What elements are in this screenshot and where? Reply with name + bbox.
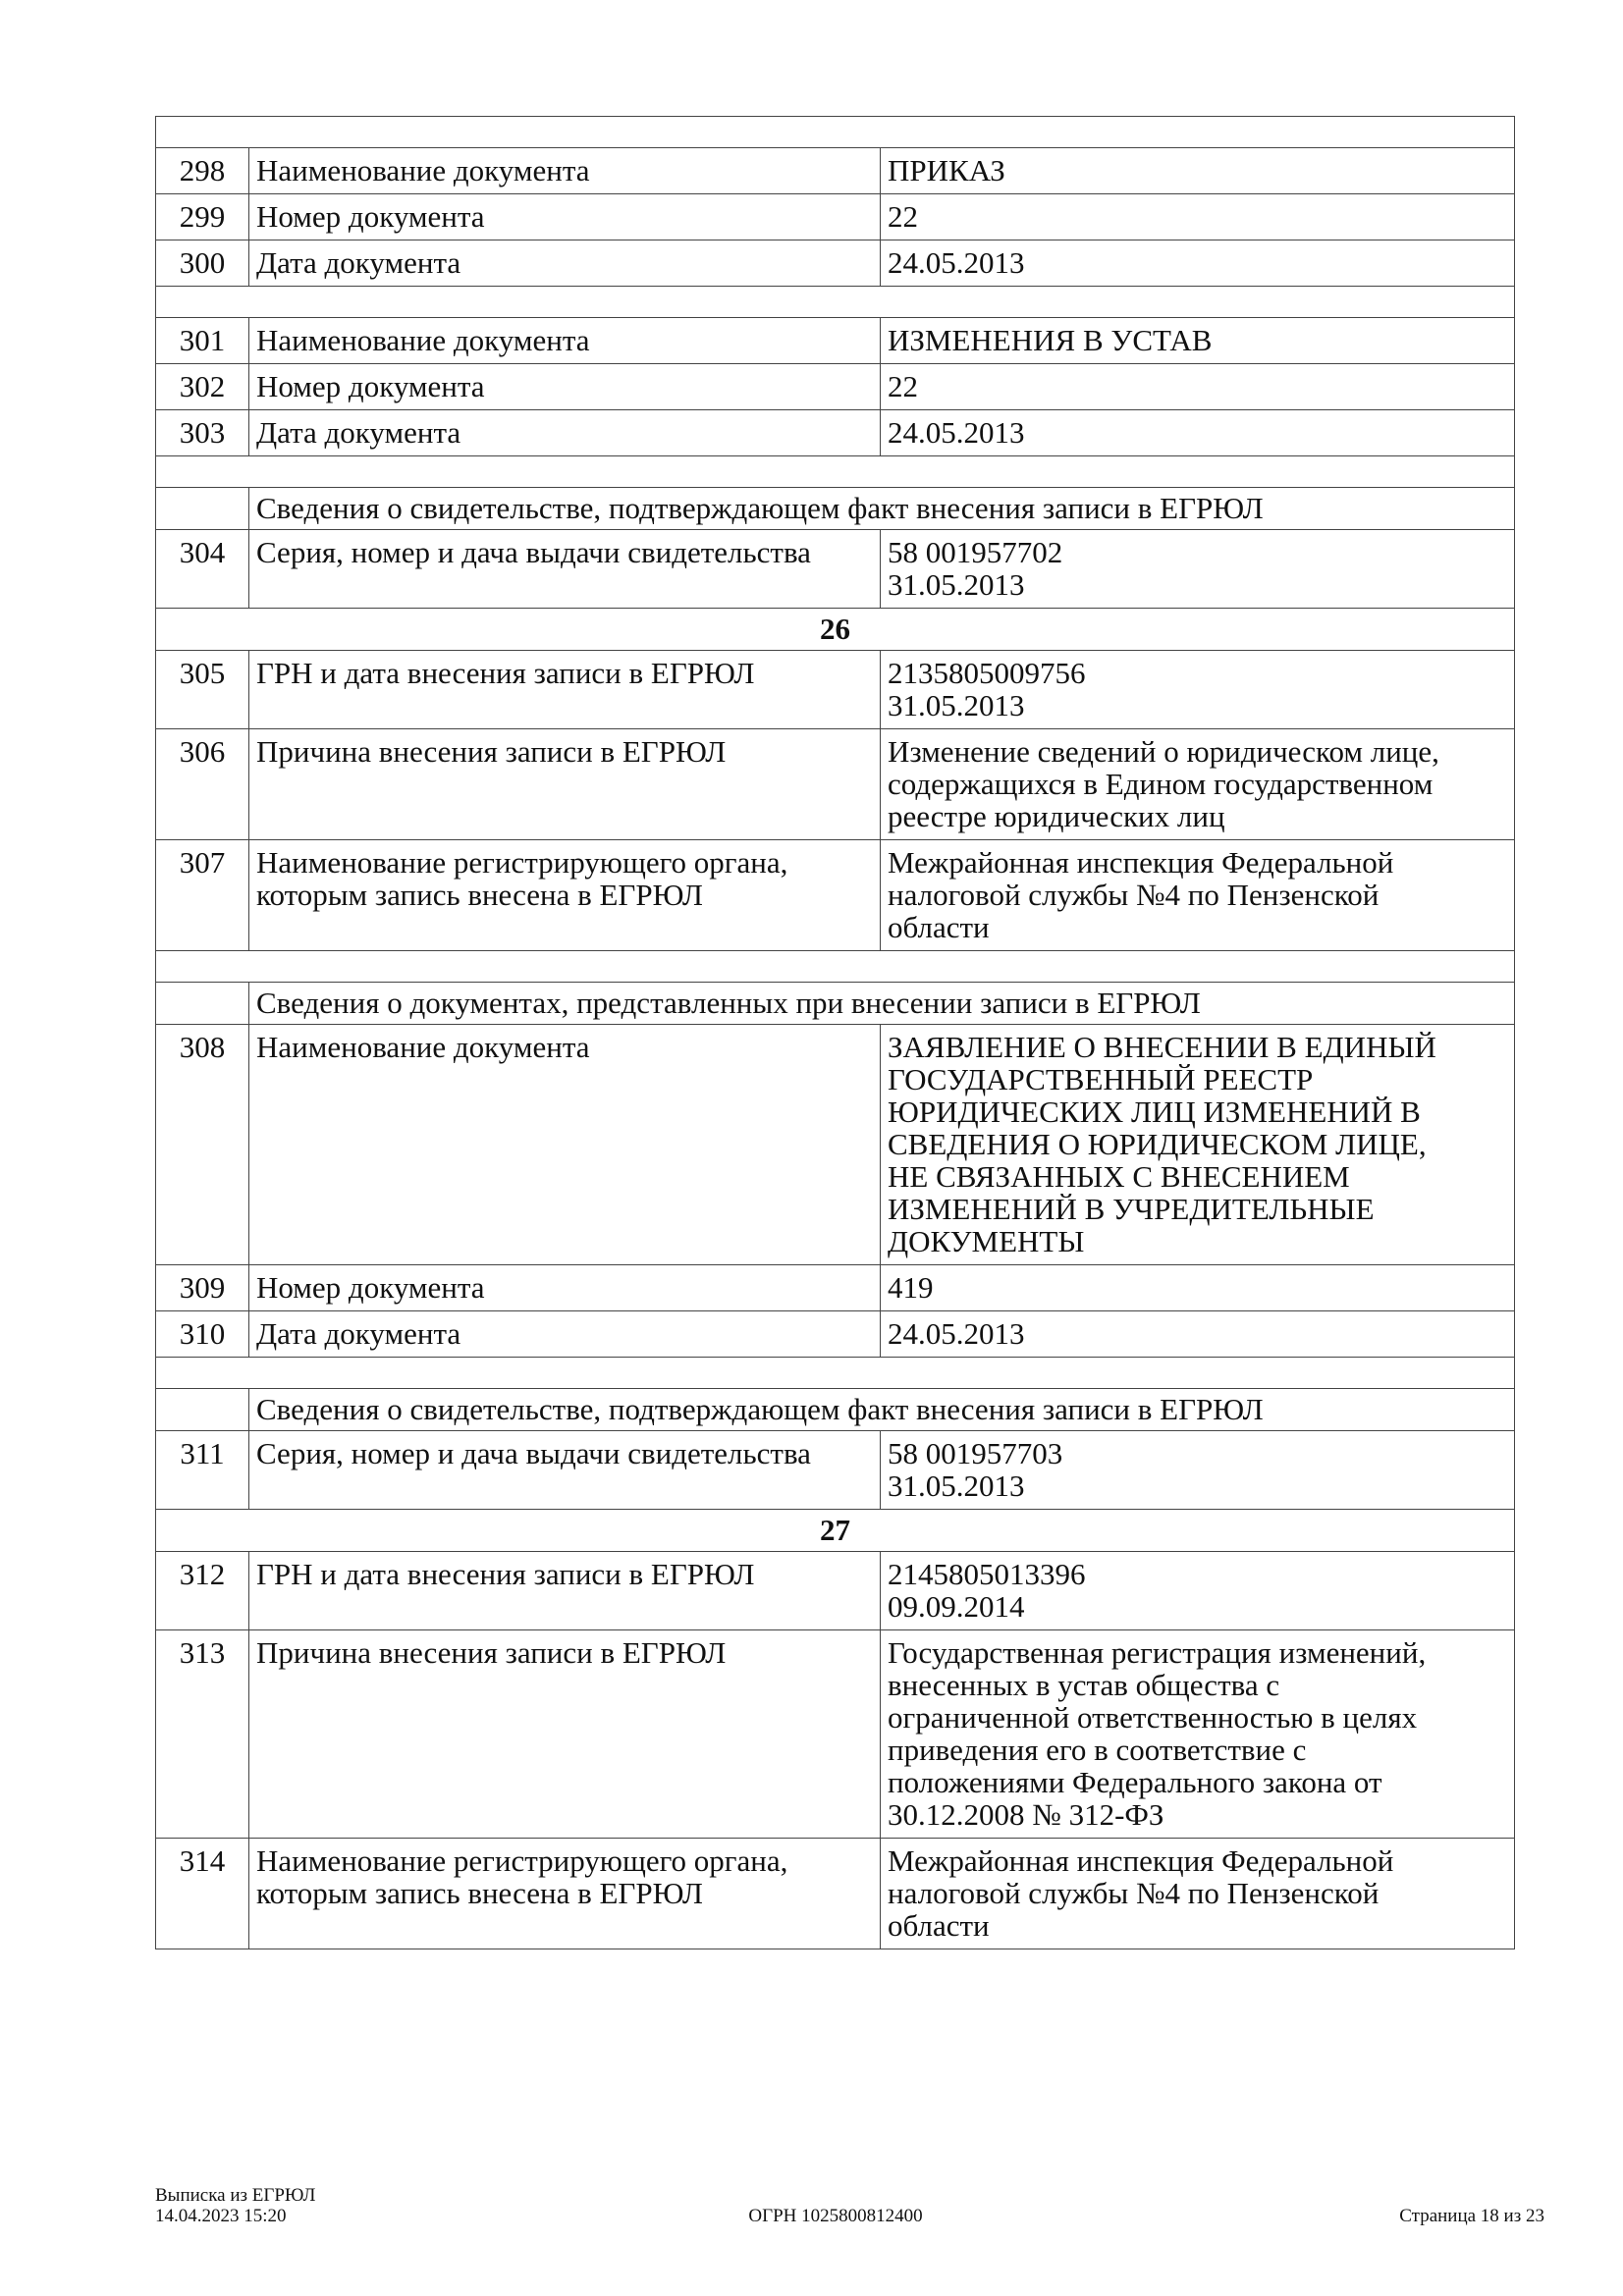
spacer-cell: [156, 951, 1515, 983]
table-row: [156, 318, 1515, 364]
table-row: [156, 1552, 1515, 1630]
row-number: 300: [156, 240, 249, 287]
row-number: 310: [156, 1311, 249, 1358]
row-number: 301: [156, 318, 249, 364]
row-value: Межрайонная инспекция Федеральной налоговой службы №4 по Пензенской области: [881, 1839, 1515, 1949]
row-value: Изменение сведений о юридическом лице, содержащихся в Едином государственном реестре юридических лиц: [881, 729, 1515, 840]
row-number: 308: [156, 1025, 249, 1265]
row-label: Наименование документа: [249, 318, 881, 364]
table-row: [156, 364, 1515, 410]
row-number: 313: [156, 1630, 249, 1839]
row-number: 312: [156, 1552, 249, 1630]
section-heading: Сведения о свидетельстве, подтверждающем факт внесения записи в ЕГРЮЛ: [249, 488, 1515, 530]
row-value: 24.05.2013: [881, 1311, 1515, 1358]
table-row: [156, 729, 1515, 840]
footer-page-number: Страница 18 из 23: [1399, 2206, 1544, 2226]
row-number: 314: [156, 1839, 249, 1949]
egrul-extract-table: [155, 116, 1515, 1949]
table-body: [156, 117, 1515, 1949]
table-row: [156, 410, 1515, 456]
row-value: 22: [881, 364, 1515, 410]
row-value: 2145805013396 09.09.2014: [881, 1552, 1515, 1630]
spacer-cell: [156, 456, 1515, 488]
row-value: ЗАЯВЛЕНИЕ О ВНЕСЕНИИ В ЕДИНЫЙ ГОСУДАРСТВЕННЫЙ РЕЕСТР ЮРИДИЧЕСКИХ ЛИЦ ИЗМЕНЕНИЙ В СВЕДЕНИЯ О ЮРИДИЧЕСКОМ ЛИЦЕ, НЕ СВЯЗАННЫХ С ВНЕСЕНИЕМ ИЗМЕНЕНИЙ В УЧРЕДИТЕЛЬНЫЕ ДОКУМЕНТЫ: [881, 1025, 1515, 1265]
row-label: Наименование регистрирующего органа, которым запись внесена в ЕГРЮЛ: [249, 1839, 881, 1949]
table-row: [156, 1265, 1515, 1311]
spacer-row: [156, 951, 1515, 983]
table-row: [156, 1630, 1515, 1839]
row-value: 419: [881, 1265, 1515, 1311]
section-heading-row: [156, 983, 1515, 1025]
table-row: [156, 1025, 1515, 1265]
record-group-number: 26: [156, 609, 1515, 651]
row-number: 309: [156, 1265, 249, 1311]
row-number: 303: [156, 410, 249, 456]
row-value: ПРИКАЗ: [881, 148, 1515, 194]
row-label: Наименование документа: [249, 148, 881, 194]
footer-ogrn: ОГРН 1025800812400: [748, 2206, 923, 2226]
table-row: [156, 1311, 1515, 1358]
section-heading-num-cell: [156, 983, 249, 1025]
row-label: ГРН и дата внесения записи в ЕГРЮЛ: [249, 651, 881, 729]
spacer-cell: [156, 287, 1515, 318]
row-label: Номер документа: [249, 194, 881, 240]
spacer-row: [156, 117, 1515, 148]
footer-doc-title: Выписка из ЕГРЮЛ: [155, 2185, 316, 2206]
row-value: 24.05.2013: [881, 410, 1515, 456]
table-row: [156, 148, 1515, 194]
record-group-number: 27: [156, 1510, 1515, 1552]
spacer-cell: [156, 117, 1515, 148]
table-row: [156, 530, 1515, 609]
section-heading: Сведения о документах, представленных при внесении записи в ЕГРЮЛ: [249, 983, 1515, 1025]
row-value: ИЗМЕНЕНИЯ В УСТАВ: [881, 318, 1515, 364]
spacer-row: [156, 456, 1515, 488]
table-row: [156, 651, 1515, 729]
row-number: 305: [156, 651, 249, 729]
row-value: 58 001957702 31.05.2013: [881, 530, 1515, 609]
table-row: [156, 840, 1515, 951]
table-row: [156, 1431, 1515, 1510]
row-label: Серия, номер и дача выдачи свидетельства: [249, 1431, 881, 1510]
spacer-cell: [156, 1358, 1515, 1389]
table-row: [156, 240, 1515, 287]
row-label: Причина внесения записи в ЕГРЮЛ: [249, 1630, 881, 1839]
row-value: 24.05.2013: [881, 240, 1515, 287]
row-value: 2135805009756 31.05.2013: [881, 651, 1515, 729]
row-label: Наименование документа: [249, 1025, 881, 1265]
section-heading-num-cell: [156, 488, 249, 530]
row-number: 299: [156, 194, 249, 240]
row-label: Дата документа: [249, 410, 881, 456]
section-heading-row: [156, 1389, 1515, 1431]
row-label: Номер документа: [249, 1265, 881, 1311]
record-group-row: [156, 609, 1515, 651]
row-number: 306: [156, 729, 249, 840]
section-heading-row: [156, 488, 1515, 530]
row-label: Наименование регистрирующего органа, которым запись внесена в ЕГРЮЛ: [249, 840, 881, 951]
spacer-row: [156, 287, 1515, 318]
row-value: Государственная регистрация изменений, внесенных в устав общества с ограниченной ответственностью в целях приведения его в соответствие с положениями Федерального закона от 30.12.2008 № 312-ФЗ: [881, 1630, 1515, 1839]
row-label: Дата документа: [249, 240, 881, 287]
row-number: 304: [156, 530, 249, 609]
row-value: 22: [881, 194, 1515, 240]
row-value: Межрайонная инспекция Федеральной налоговой службы №4 по Пензенской области: [881, 840, 1515, 951]
row-label: Причина внесения записи в ЕГРЮЛ: [249, 729, 881, 840]
record-group-row: [156, 1510, 1515, 1552]
row-label: Серия, номер и дача выдачи свидетельства: [249, 530, 881, 609]
row-number: 298: [156, 148, 249, 194]
row-number: 311: [156, 1431, 249, 1510]
section-heading-num-cell: [156, 1389, 249, 1431]
row-value: 58 001957703 31.05.2013: [881, 1431, 1515, 1510]
row-label: ГРН и дата внесения записи в ЕГРЮЛ: [249, 1552, 881, 1630]
table-row: [156, 1839, 1515, 1949]
row-label: Номер документа: [249, 364, 881, 410]
section-heading: Сведения о свидетельстве, подтверждающем факт внесения записи в ЕГРЮЛ: [249, 1389, 1515, 1431]
spacer-row: [156, 1358, 1515, 1389]
row-number: 307: [156, 840, 249, 951]
row-label: Дата документа: [249, 1311, 881, 1358]
table-row: [156, 194, 1515, 240]
footer-datetime: 14.04.2023 15:20: [155, 2206, 287, 2226]
row-number: 302: [156, 364, 249, 410]
